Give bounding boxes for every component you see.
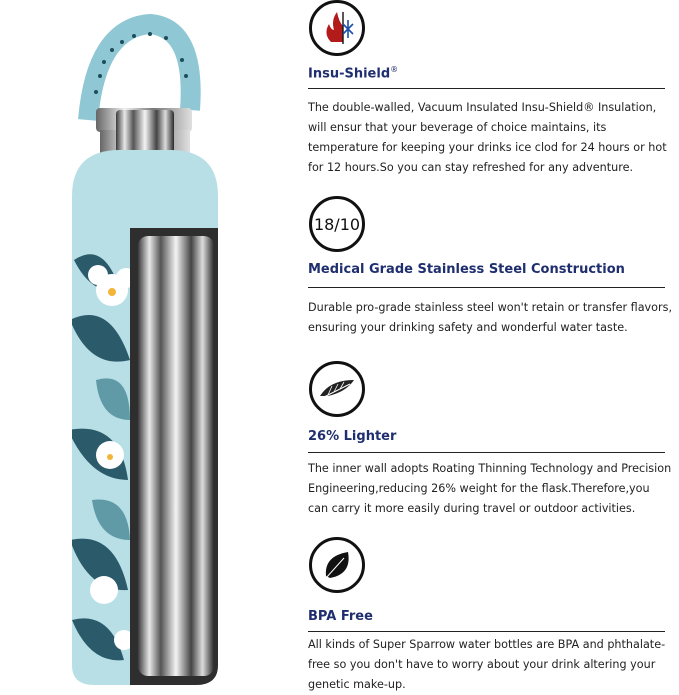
feature-lighter [300, 361, 679, 521]
divider [308, 287, 665, 288]
feature-title: Medical Grade Stainless Steel Construction [308, 262, 625, 277]
feature-title: 26% Lighter [308, 429, 397, 444]
feature-bpa-free [300, 537, 679, 691]
feature-insu-shield [300, 0, 679, 180]
feature-title: Insu-Shield® [308, 65, 399, 82]
flame-snowflake-icon [309, 0, 365, 56]
feature-description: The inner wall adopts Roating Thinning Technology and Precision Engineering,reducing 26% weight for the flask.Therefore,you can carry it more easily during travel or outdoor activities. [308, 462, 672, 515]
feature-description: The double-walled, Vacuum Insulated Insu-Shield® Insulation, will ensur that your beverage of choice maintains, its temperature for keeping your drinks ice clod for 24 hours or hot for 12 hours.So you can stay refreshed for any adventure. [308, 101, 667, 174]
stainless-steel-icon: 18/10 [309, 196, 365, 252]
leaf-icon [309, 537, 365, 593]
feature-title: BPA Free [308, 609, 373, 624]
bottle-cutaway-image [0, 0, 300, 687]
divider [308, 631, 665, 632]
divider [308, 88, 665, 89]
feature-description: Durable pro-grade stainless steel won't retain or transfer flavors, ensuring your drinking safety and wonderful water taste. [308, 301, 672, 334]
divider [308, 452, 665, 453]
feature-stainless-steel [300, 196, 679, 346]
feature-description: All kinds of Super Sparrow water bottles are BPA and phthalate-free so you don't have to worry about your drink altering your genetic make-up. [308, 638, 666, 691]
feather-icon [309, 361, 365, 417]
